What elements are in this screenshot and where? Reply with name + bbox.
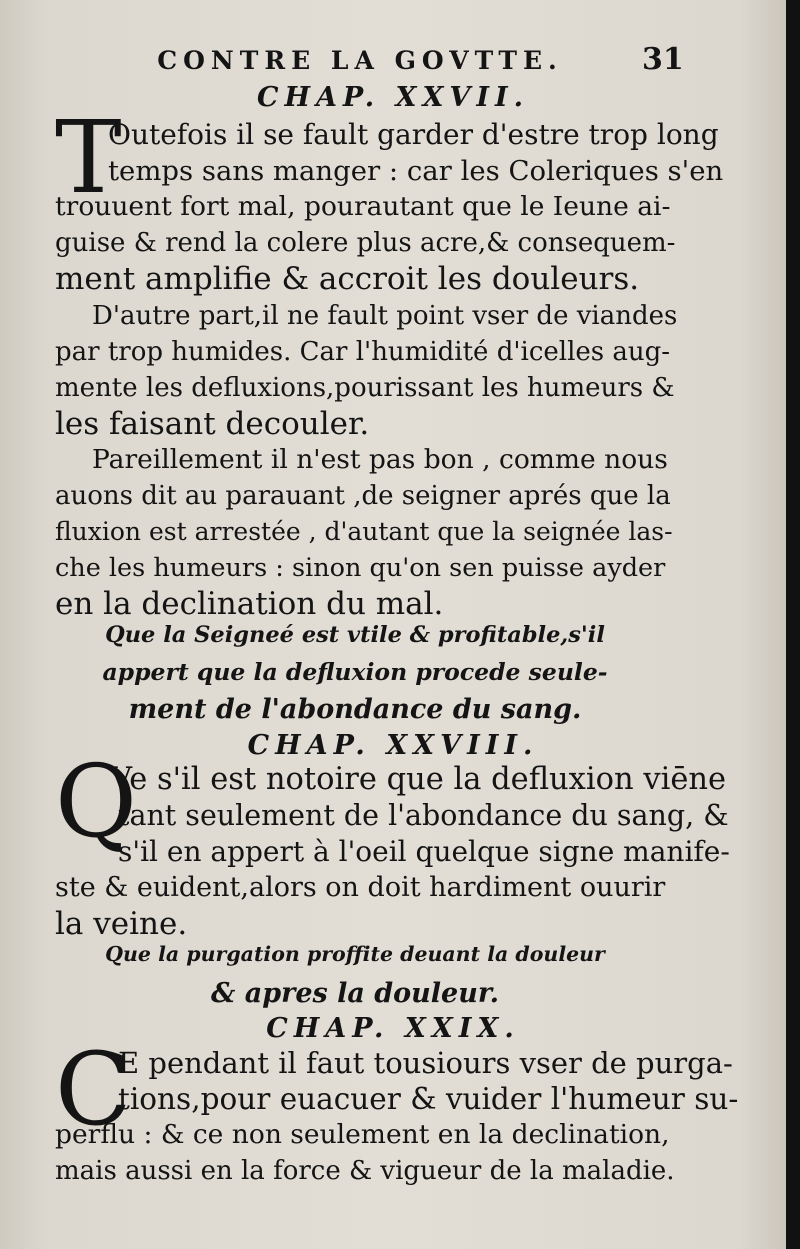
chapter-heading-29: CHAP. XXIX. [266,1013,520,1044]
text-line: trouuent fort mal, pourautant que le Ieune ai- [55,191,671,222]
chapter-heading-28: CHAP. XXVIII. [247,730,539,761]
text-line: tions,pour euacuer & vuider l'humeur su- [118,1082,739,1116]
running-head: CONTRE LA GOVTTE. [157,46,563,75]
text-line: tant seulement de l'abondance du sang, & [118,799,729,832]
text-line: D'autre part,il ne fault point vser de viandes [92,301,678,331]
rubric-line: & apres la douleur. [210,978,500,1009]
text-line: perflu : & ce non seulement en la declination, [55,1119,670,1150]
text-line: en la declination du mal. [55,586,444,622]
drop-cap-c: C [55,1031,132,1148]
text-line: mais aussi en la force & vigueur de la maladie. [55,1156,675,1186]
text-line: guise & rend la colere plus acre,& consequem- [55,228,676,258]
rubric-line: ment de l'abondance du sang. [128,694,582,725]
text-line: E pendant il faut tousiours vser de purga- [118,1046,733,1080]
text-line: Pareillement il n'est pas bon , comme nous [92,444,668,475]
text-line: ste & euident,alors on doit hardiment ouurir [55,872,666,903]
text-line: la veine. [55,906,188,942]
text-line: Outefois il se fault garder d'estre trop long [108,118,719,151]
text-line: Ve s'il est notoire que la defluxion viēne [110,762,727,797]
page-number: 31 [642,42,684,77]
text-line: par trop humides. Car l'humidité d'icelles aug- [55,337,671,367]
chapter-heading-27: CHAP. XXVII. [256,82,530,113]
text-line: fluxion est arrestée , d'autant que la seignée las- [55,517,673,546]
text-line: les faisant decouler. [55,406,370,442]
page-header [0,42,786,82]
rubric-line: appert que la defluxion procede seule- [102,658,608,686]
text-line: che les humeurs : sinon qu'on sen puisse ayder [55,553,666,583]
text-line: auons dit au parauant ,de seigner aprés que la [55,481,671,511]
text-line: temps sans manger : car les Coleriques s'en [108,155,724,187]
drop-cap-t: T [55,99,122,216]
rubric-line: Que la purgation proffite deuant la douleur [105,942,605,966]
text-line: mente les defluxions,pourissant les humeurs & [55,373,675,403]
text-line: ment amplifie & accroit les douleurs. [55,261,640,297]
drop-cap-q: Q [55,743,137,860]
book-spine-shadow [786,0,800,1249]
text-line: s'il en appert à l'oeil quelque signe manife- [118,835,730,868]
rubric-line: Que la Seigneé est vtile & profitable,s'il [105,622,605,648]
